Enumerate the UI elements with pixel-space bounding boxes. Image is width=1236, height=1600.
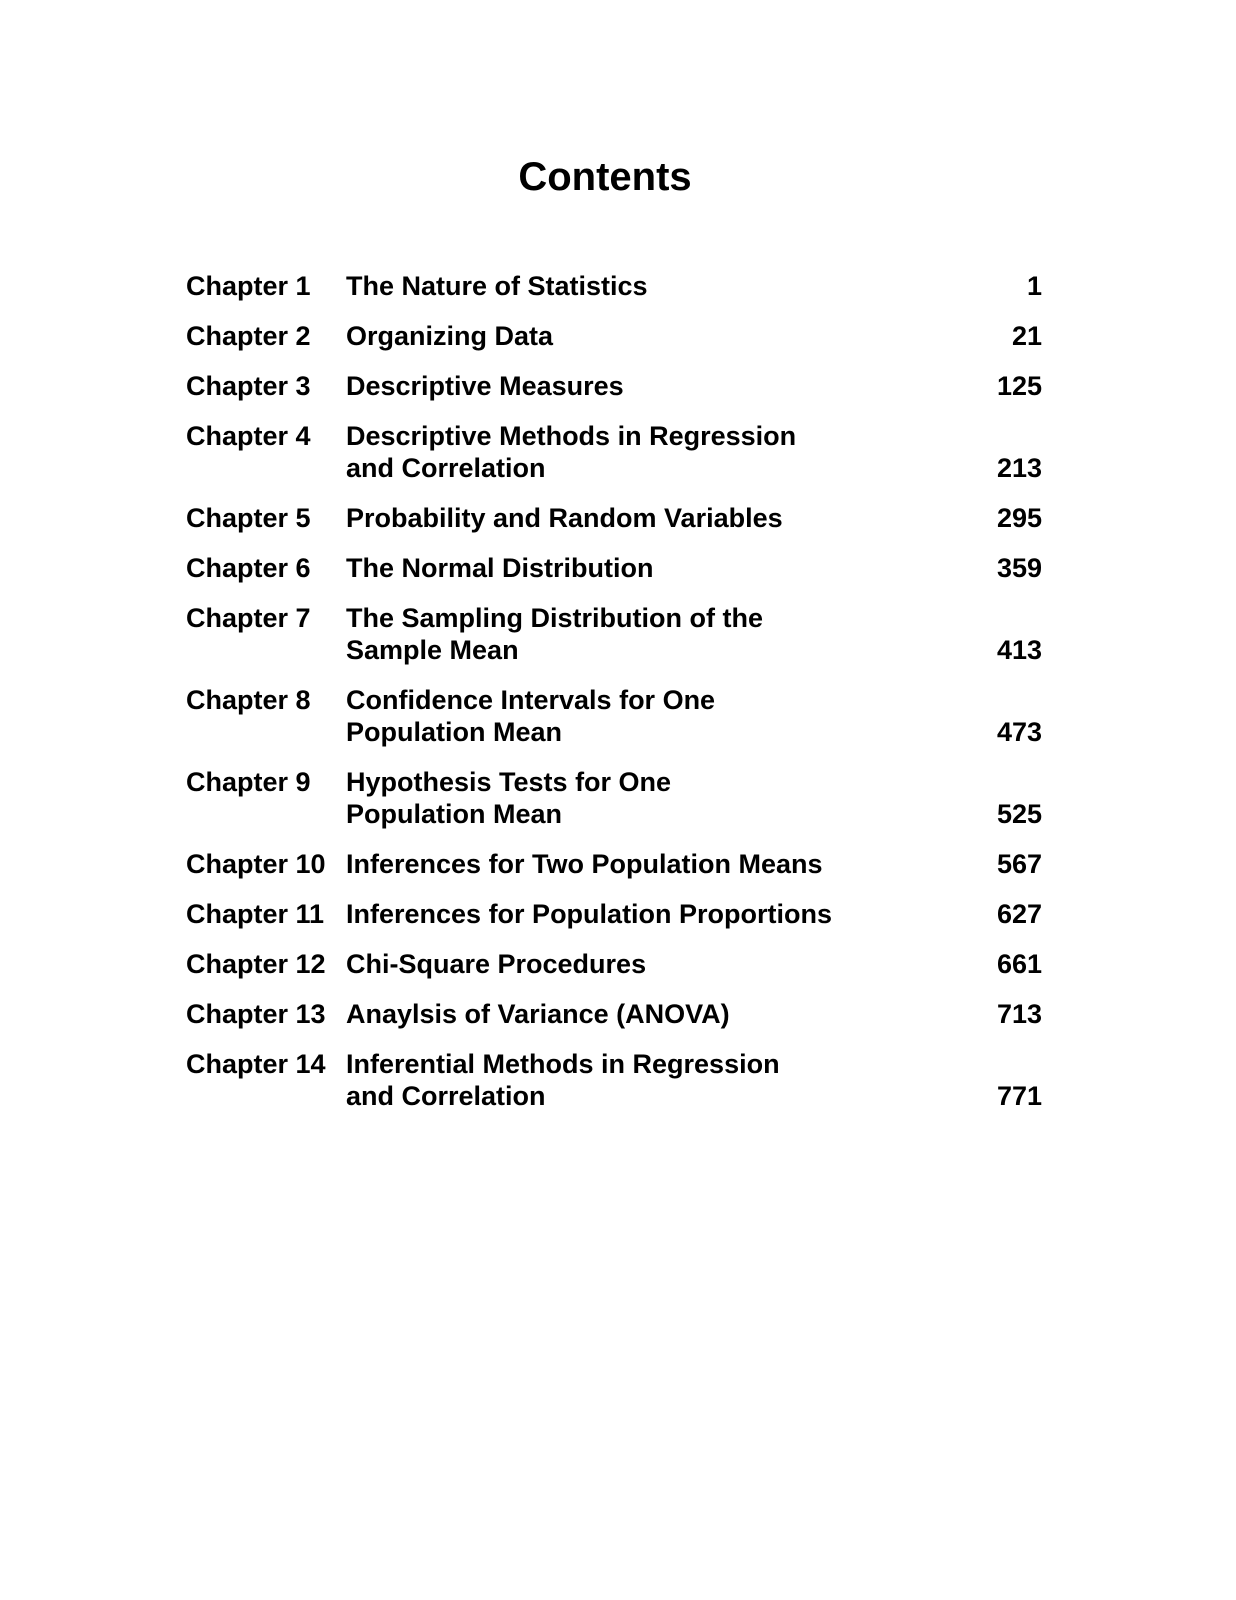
- toc-chapter-label: Chapter 5: [186, 503, 311, 533]
- toc-chapter-title-line: The Nature of Statistics: [346, 271, 648, 301]
- toc-chapter-title: [346, 370, 942, 402]
- toc-chapter-title-line: Inferential Methods in Regression: [346, 1049, 780, 1079]
- toc-page-number: 713: [996, 999, 1042, 1029]
- toc-chapter-label: Chapter 3: [186, 371, 311, 401]
- toc-page-number: 21: [1011, 321, 1042, 351]
- toc-chapter-title-line: Inferences for Population Proportions: [346, 899, 833, 929]
- page-title: Contents: [518, 155, 692, 199]
- toc-chapter-label: Chapter 13: [186, 999, 326, 1029]
- toc-chapter-label: Chapter 10: [186, 849, 326, 879]
- toc-chapter-label: Chapter 7: [186, 603, 311, 633]
- toc-chapter-title: [346, 552, 942, 584]
- toc-chapter-label: Chapter 2: [186, 321, 311, 351]
- toc-chapter-title: [346, 320, 942, 352]
- toc-page-number: 1: [1026, 271, 1042, 301]
- toc-entry[interactable]: [186, 998, 1042, 1030]
- toc-chapter-label: Chapter 9: [186, 767, 311, 797]
- toc-chapter-title-line: and Correlation: [346, 1081, 546, 1111]
- toc-entry[interactable]: [186, 552, 1042, 584]
- toc-entry[interactable]: [186, 766, 1042, 830]
- toc-chapter-label: Chapter 4: [186, 421, 311, 451]
- toc-entry[interactable]: [186, 898, 1042, 930]
- toc-page-number: 473: [996, 717, 1042, 747]
- toc-chapter-title-line: Sample Mean: [346, 635, 519, 665]
- toc-chapter-title-line: The Normal Distribution: [346, 553, 654, 583]
- toc-page-number: 125: [996, 371, 1042, 401]
- toc-chapter-title-line: The Sampling Distribution of the: [346, 603, 763, 633]
- toc-chapter-title-line: Chi-Square Procedures: [346, 949, 647, 979]
- toc-chapter-label: Chapter 11: [186, 899, 325, 929]
- toc-chapter-title-line: Anaylsis of Variance (ANOVA): [346, 999, 730, 1029]
- toc-entry[interactable]: [186, 1048, 1042, 1112]
- toc-chapter-title-line: Organizing Data: [346, 321, 554, 351]
- toc-chapter-title-line: Hypothesis Tests for One: [346, 767, 672, 797]
- toc-entry[interactable]: [186, 602, 1042, 666]
- toc-page-number: 661: [996, 949, 1042, 979]
- toc-chapter-title: [346, 766, 942, 830]
- toc-page-number: 359: [996, 553, 1042, 583]
- toc-chapter-title: [346, 502, 942, 534]
- toc-entry[interactable]: [186, 684, 1042, 748]
- toc-page-number: 567: [996, 849, 1042, 879]
- toc-chapter-title-line: Descriptive Measures: [346, 371, 624, 401]
- toc-chapter-title-line: Population Mean: [346, 799, 562, 829]
- toc-entry[interactable]: [186, 848, 1042, 880]
- toc-chapter-title: [346, 684, 942, 748]
- toc-chapter-title: [346, 848, 942, 880]
- toc-entry[interactable]: [186, 320, 1042, 352]
- toc-chapter-title-line: Inferences for Two Population Means: [346, 849, 823, 879]
- toc-chapter-label: Chapter 6: [186, 553, 311, 583]
- toc-entry[interactable]: [186, 948, 1042, 980]
- table-of-contents: [186, 270, 1042, 1130]
- toc-entry[interactable]: [186, 502, 1042, 534]
- toc-chapter-title: [346, 998, 942, 1030]
- toc-page-number: 213: [996, 453, 1042, 483]
- toc-chapter-label: Chapter 8: [186, 685, 311, 715]
- toc-chapter-title-line: and Correlation: [346, 453, 546, 483]
- toc-chapter-title: [346, 1048, 942, 1112]
- toc-chapter-title-line: Descriptive Methods in Regression: [346, 421, 797, 451]
- toc-chapter-title: [346, 420, 942, 484]
- toc-chapter-title-line: Probability and Random Variables: [346, 503, 783, 533]
- toc-entry[interactable]: [186, 420, 1042, 484]
- toc-page-number: 771: [996, 1081, 1042, 1111]
- toc-chapter-title: [346, 948, 942, 980]
- toc-page-number: 295: [996, 503, 1042, 533]
- toc-page-number: 413: [996, 635, 1042, 665]
- toc-chapter-label: Chapter 12: [186, 949, 326, 979]
- toc-page-number: 525: [996, 799, 1042, 829]
- toc-entry[interactable]: [186, 370, 1042, 402]
- toc-chapter-title: [346, 270, 942, 302]
- toc-chapter-label: Chapter 14: [186, 1049, 326, 1079]
- toc-page-number: 627: [996, 899, 1042, 929]
- toc-chapter-title: [346, 602, 942, 666]
- toc-chapter-label: Chapter 1: [186, 271, 311, 301]
- toc-chapter-title: [346, 898, 942, 930]
- toc-chapter-title-line: Confidence Intervals for One: [346, 685, 716, 715]
- toc-chapter-title-line: Population Mean: [346, 717, 562, 747]
- toc-entry[interactable]: [186, 270, 1042, 302]
